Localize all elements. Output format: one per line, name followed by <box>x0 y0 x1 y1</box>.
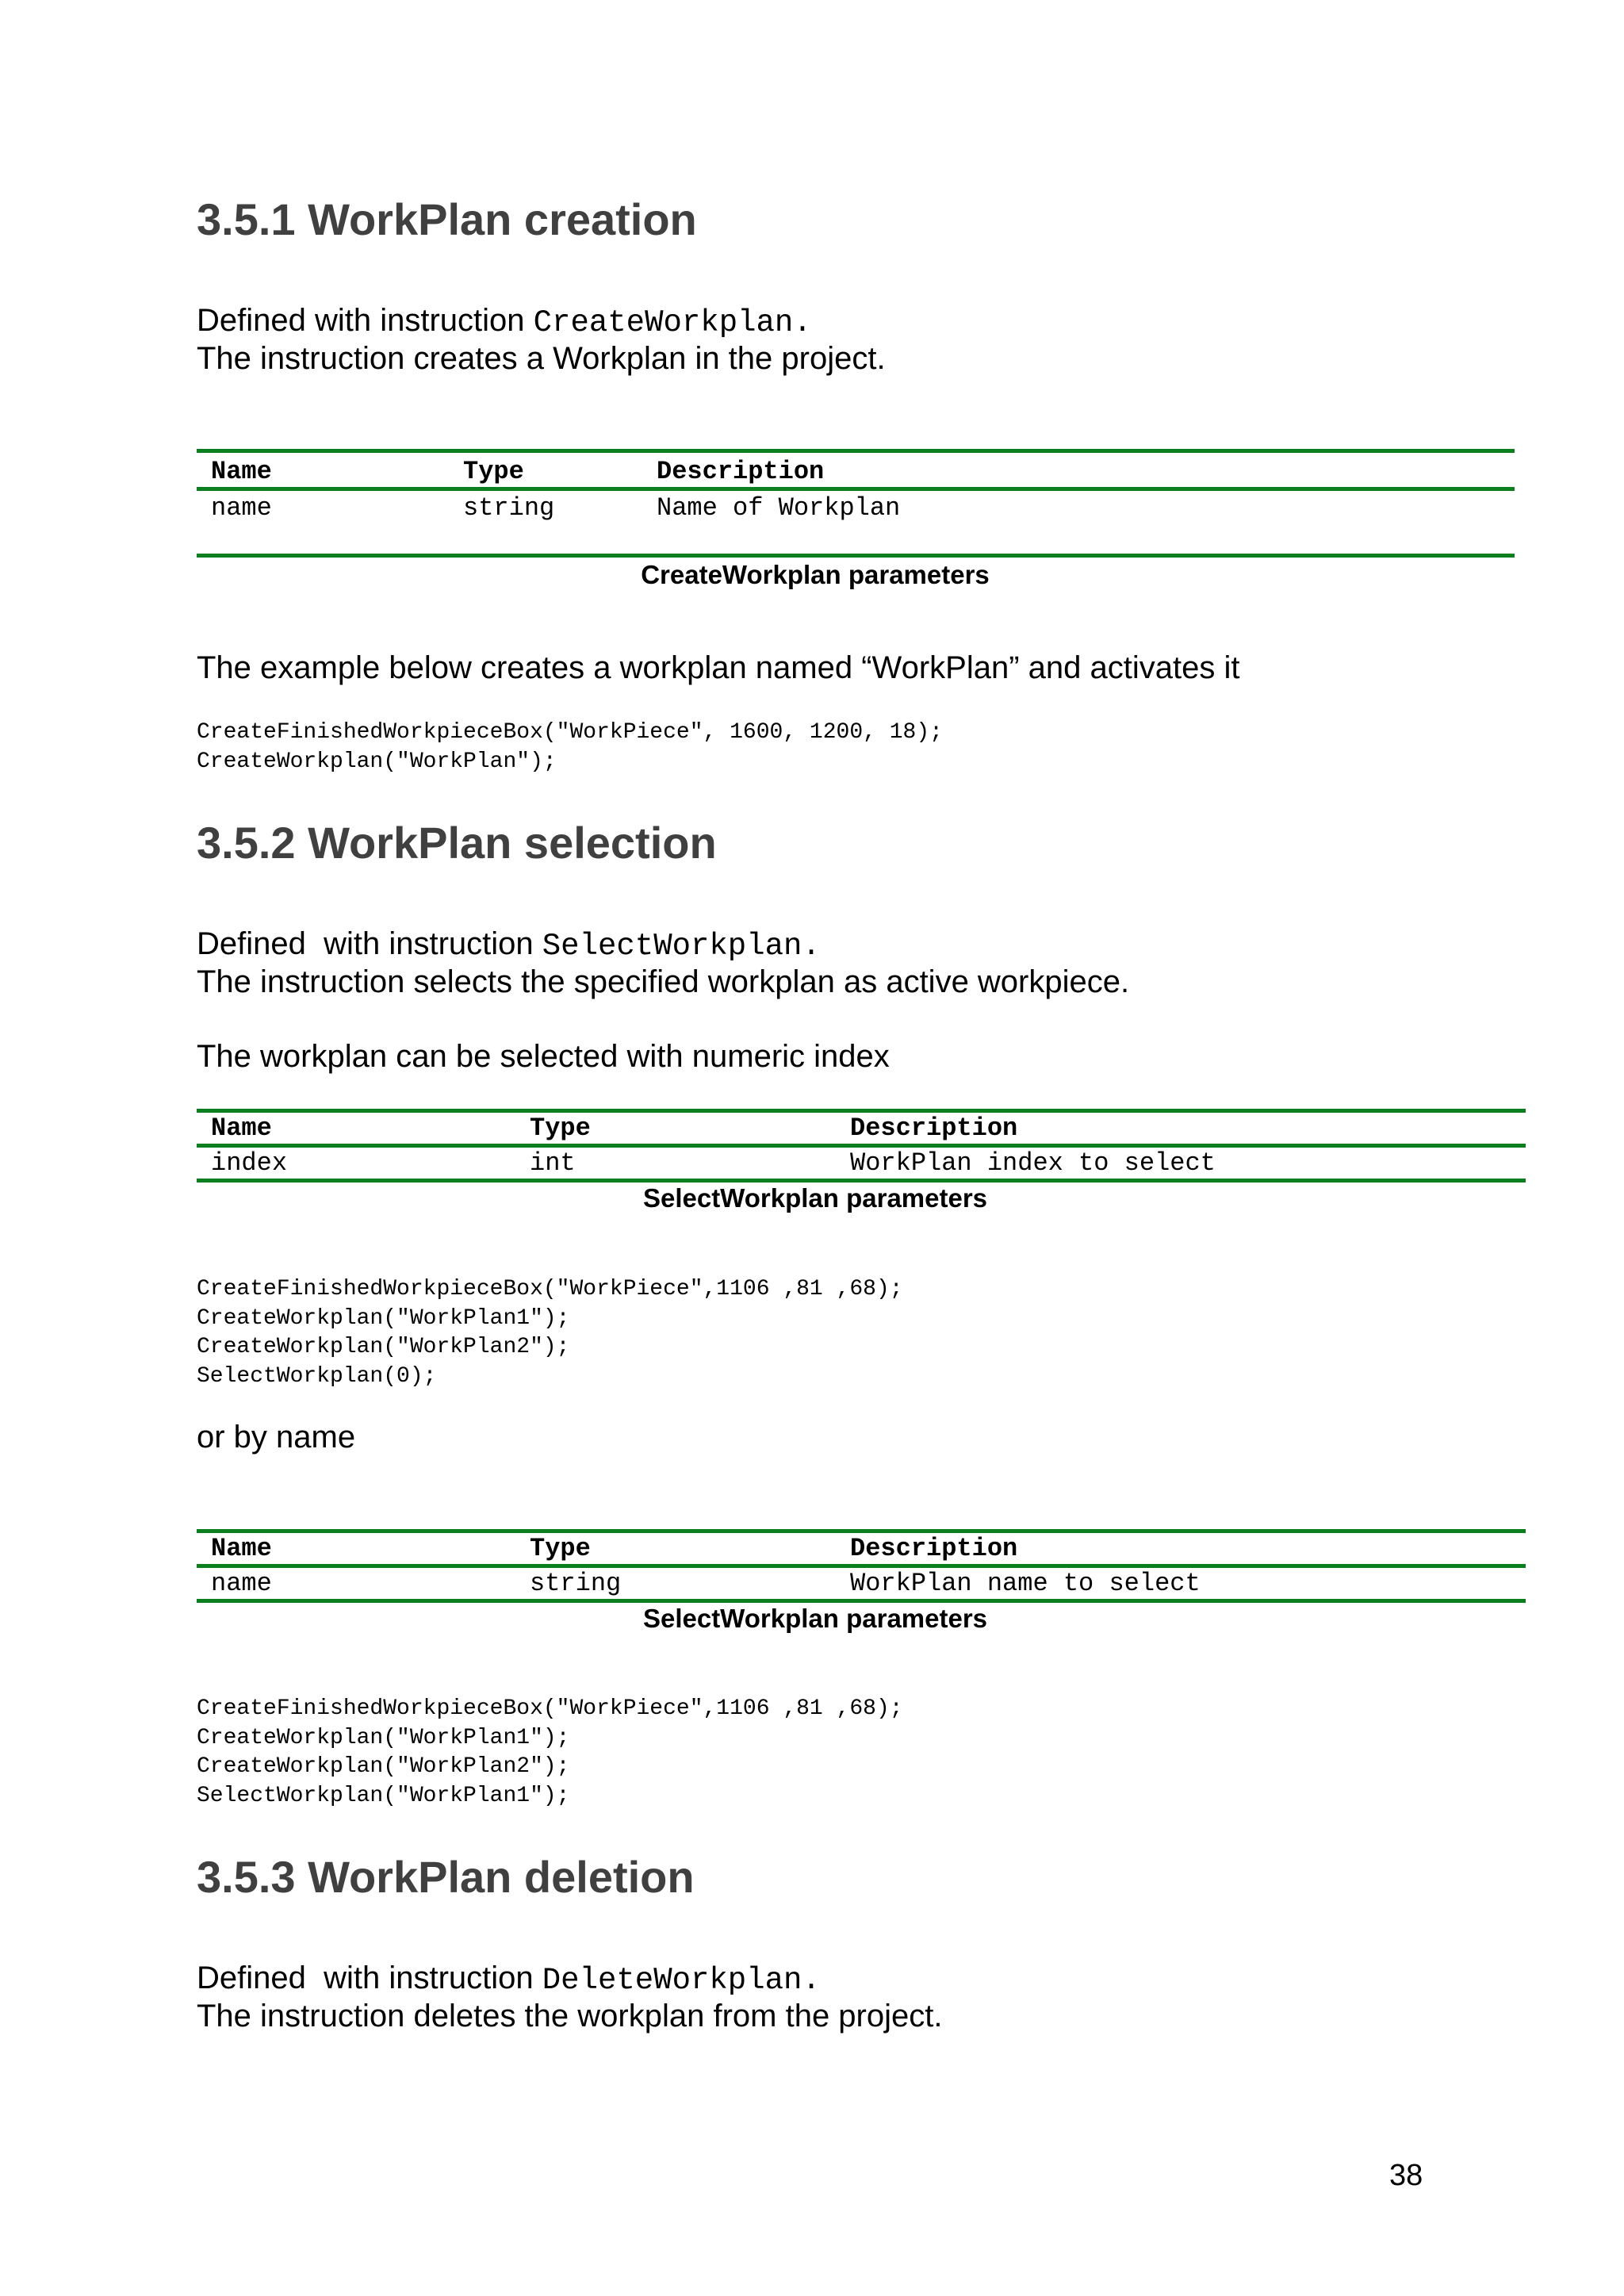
intro-line-2: The instruction deletes the workplan from the project. <box>197 1999 943 2033</box>
table-cell-type: string <box>530 1569 622 1598</box>
intro-text: Defined with instruction <box>197 926 542 961</box>
table-caption: SelectWorkplan parameters <box>642 1183 988 1213</box>
table-bottom-rule <box>197 1179 1526 1182</box>
intro-line-1 <box>197 1961 821 1998</box>
table-header-type: Type <box>530 1534 591 1563</box>
table-cell-description: WorkPlan index to select <box>850 1148 1216 1178</box>
instruction-name: CreateWorkplan. <box>533 305 812 340</box>
table-cell-name: name <box>211 1569 272 1598</box>
table-bottom-rule <box>197 554 1515 558</box>
intro-line-2: The instruction creates a Workplan in the project. <box>197 341 886 376</box>
select-workplan-name-params-table <box>197 1529 1526 1605</box>
instruction-name: DeleteWorkplan. <box>542 1963 821 1998</box>
table-cell-name: name <box>211 493 272 523</box>
table-cell-description: Name of Workplan <box>657 493 901 523</box>
table-bottom-rule <box>197 1599 1526 1603</box>
table-header-description: Description <box>657 457 825 486</box>
page-number: 38 <box>1389 2159 1423 2192</box>
section-heading-3-5-3: 3.5.3 WorkPlan deletion <box>197 1852 695 1902</box>
example-description: The example below creates a workplan named “WorkPlan” and activates it <box>197 650 1240 685</box>
code-example-select-by-name: CreateFinishedWorkpieceBox("WorkPiece",1106 ,81 ,68); CreateWorkplan("WorkPlan1"); CreateWorkplan("WorkPlan2"); SelectWorkplan("WorkPlan1"); <box>197 1696 903 1808</box>
table-header-type: Type <box>530 1114 591 1143</box>
select-workplan-index-params-table <box>197 1109 1526 1185</box>
section-heading-3-5-2: 3.5.2 WorkPlan selection <box>197 818 717 868</box>
table-header-type: Type <box>463 457 524 486</box>
table-header-name: Name <box>211 1114 272 1143</box>
table-top-rule <box>197 1529 1526 1533</box>
intro-line-1 <box>197 303 812 340</box>
section-heading-3-5-1: 3.5.1 WorkPlan creation <box>197 194 697 244</box>
intro-text: Defined with instruction <box>197 1961 542 1995</box>
instruction-name: SelectWorkplan. <box>542 929 821 964</box>
table-header-rule <box>197 487 1515 491</box>
table-cell-type: int <box>530 1148 576 1178</box>
table-caption: SelectWorkplan parameters <box>642 1604 988 1633</box>
table-cell-description: WorkPlan name to select <box>850 1569 1201 1598</box>
select-by-name-text: or by name <box>197 1420 356 1455</box>
code-example-create: CreateFinishedWorkpieceBox("WorkPiece", 1600, 1200, 18); CreateWorkplan("WorkPlan"); <box>197 720 943 774</box>
table-header-name: Name <box>211 457 272 486</box>
table-caption: CreateWorkplan parameters <box>641 560 990 589</box>
table-top-rule <box>197 449 1515 453</box>
table-header-rule <box>197 1564 1526 1568</box>
table-header-rule <box>197 1144 1526 1148</box>
intro-text: Defined with instruction <box>197 303 534 338</box>
table-cell-type: string <box>463 493 555 523</box>
intro-line-1 <box>197 926 821 964</box>
create-workplan-params-table <box>197 449 1515 560</box>
intro-line-2: The instruction selects the specified workplan as active workpiece. <box>197 964 1130 999</box>
table-top-rule <box>197 1109 1526 1113</box>
select-by-index-text: The workplan can be selected with numeric index <box>197 1039 890 1074</box>
table-header-description: Description <box>850 1114 1018 1143</box>
table-header-name: Name <box>211 1534 272 1563</box>
table-header-description: Description <box>850 1534 1018 1563</box>
table-cell-name: index <box>211 1148 288 1178</box>
code-example-select-by-index: CreateFinishedWorkpieceBox("WorkPiece",1106 ,81 ,68); CreateWorkplan("WorkPlan1"); CreateWorkplan("WorkPlan2"); SelectWorkplan(0); <box>197 1277 903 1389</box>
